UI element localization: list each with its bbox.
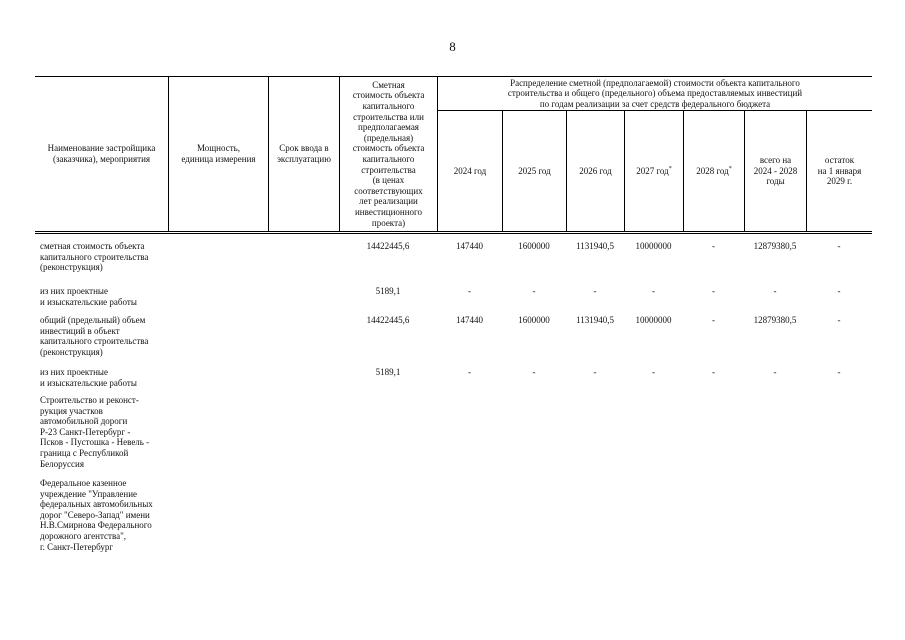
row-value-remainder: - <box>837 241 841 251</box>
header-year-label: 2027 год <box>636 165 669 176</box>
header-year-2024 <box>437 111 502 231</box>
row-value-2026: - <box>593 286 597 296</box>
row-value-2025: - <box>532 286 536 296</box>
header-capacity-cell: Мощность, единица измерения <box>168 77 268 231</box>
row-name: сметная стоимость объекта капитального строительства (реконструкция) <box>40 241 149 273</box>
header-distribution-cell: Распределение сметной (предполагаемой) стоимости объекта капитального строительства и общего (предельного) объема предоставляемых инвестиций по годам реализации за счет средств федерального бюджета <box>437 77 872 111</box>
header-year-2028 <box>683 111 744 231</box>
row-value-2024: 147440 <box>456 315 483 325</box>
header-year-2026 <box>566 111 624 231</box>
page-number: 8 <box>449 39 456 54</box>
row-value-2024: 147440 <box>456 241 483 251</box>
row-value-2028: - <box>712 315 715 325</box>
header-year-label: остаток на 1 января 2029 г. <box>817 155 862 187</box>
header-total-2024-2028 <box>744 111 806 231</box>
row-value-total: - <box>773 367 777 377</box>
header-year-label: 2024 год <box>453 165 487 176</box>
header-name-cell: Наименование застройщика (заказчика), мероприятия <box>47 143 156 164</box>
row-value-2027: 10000000 <box>635 315 672 325</box>
table-row <box>35 241 872 273</box>
row-value-2028: - <box>712 367 715 377</box>
header-year-label: 2025 год <box>518 165 551 176</box>
footnote-mark: * <box>728 165 732 172</box>
row-value-2028: - <box>712 286 715 296</box>
row-cost: 5189,1 <box>375 286 401 296</box>
table-row <box>35 367 872 388</box>
row-name: из них проектные и изыскательские работы <box>40 286 137 307</box>
row-value-2025: 1600000 <box>518 315 550 325</box>
header-remainder-2029 <box>806 111 872 231</box>
row-value-total: 12879380,5 <box>753 315 797 325</box>
header-year-label: 2028 год <box>696 165 729 176</box>
row-value-2027: - <box>652 367 655 377</box>
row-value-remainder: - <box>837 367 841 377</box>
header-commissioning-cell: Срок ввода в эксплуатацию <box>268 77 339 231</box>
header-year-2025 <box>502 111 566 231</box>
table-row <box>35 315 872 357</box>
row-value-2024: - <box>468 367 471 377</box>
row-value-remainder: - <box>837 315 841 325</box>
row-name: общий (предельный) объем инвестиций в объект капитального строительства (реконструкция) <box>40 315 149 357</box>
row-cost: 5189,1 <box>375 367 401 377</box>
table-header <box>35 76 872 234</box>
row-value-2028: - <box>712 241 715 251</box>
row-cost: 14422445,6 <box>366 241 410 251</box>
header-estimated-cost-cell: Сметная стоимость объекта капитального строительства или предполагаемая (предельная) стоимость объекта капитального строительства (в ценах соответствующих лет реализации инвестиционного проекта) <box>339 77 437 231</box>
row-name: Федеральное казенное учреждение "Управление федеральных автомобильных дорог "Северо-Запад" имени Н.В.Смирнова Федерального дорожного агентства", г. Санкт-Петербург <box>40 478 153 552</box>
row-value-total: - <box>773 286 777 296</box>
table-row <box>35 478 872 552</box>
row-value-2026: 1131940,5 <box>576 315 614 325</box>
row-value-2025: - <box>532 367 536 377</box>
row-cost: 14422445,6 <box>366 315 410 325</box>
row-value-2026: - <box>593 367 597 377</box>
header-year-label: всего на 2024 - 2028 годы <box>753 155 798 187</box>
footnote-mark: * <box>668 165 672 172</box>
table-row <box>35 395 872 469</box>
row-value-total: 12879380,5 <box>753 241 797 251</box>
row-name: из них проектные и изыскательские работы <box>40 367 137 388</box>
row-value-2025: 1600000 <box>518 241 550 251</box>
row-value-remainder: - <box>837 286 841 296</box>
header-year-label: 2026 год <box>579 165 612 176</box>
row-value-2027: - <box>652 286 655 296</box>
header-year-2027 <box>624 111 683 231</box>
row-value-2024: - <box>468 286 471 296</box>
table-row <box>35 286 872 307</box>
row-name: Строительство и реконст- рукция участков автомобильной дороги Р-23 Санкт-Петербург - Псков - Пустошка - Невель - граница с Республикой Белоруссия <box>40 395 150 469</box>
row-value-2026: 1131940,5 <box>576 241 614 251</box>
row-value-2027: 10000000 <box>635 241 672 251</box>
